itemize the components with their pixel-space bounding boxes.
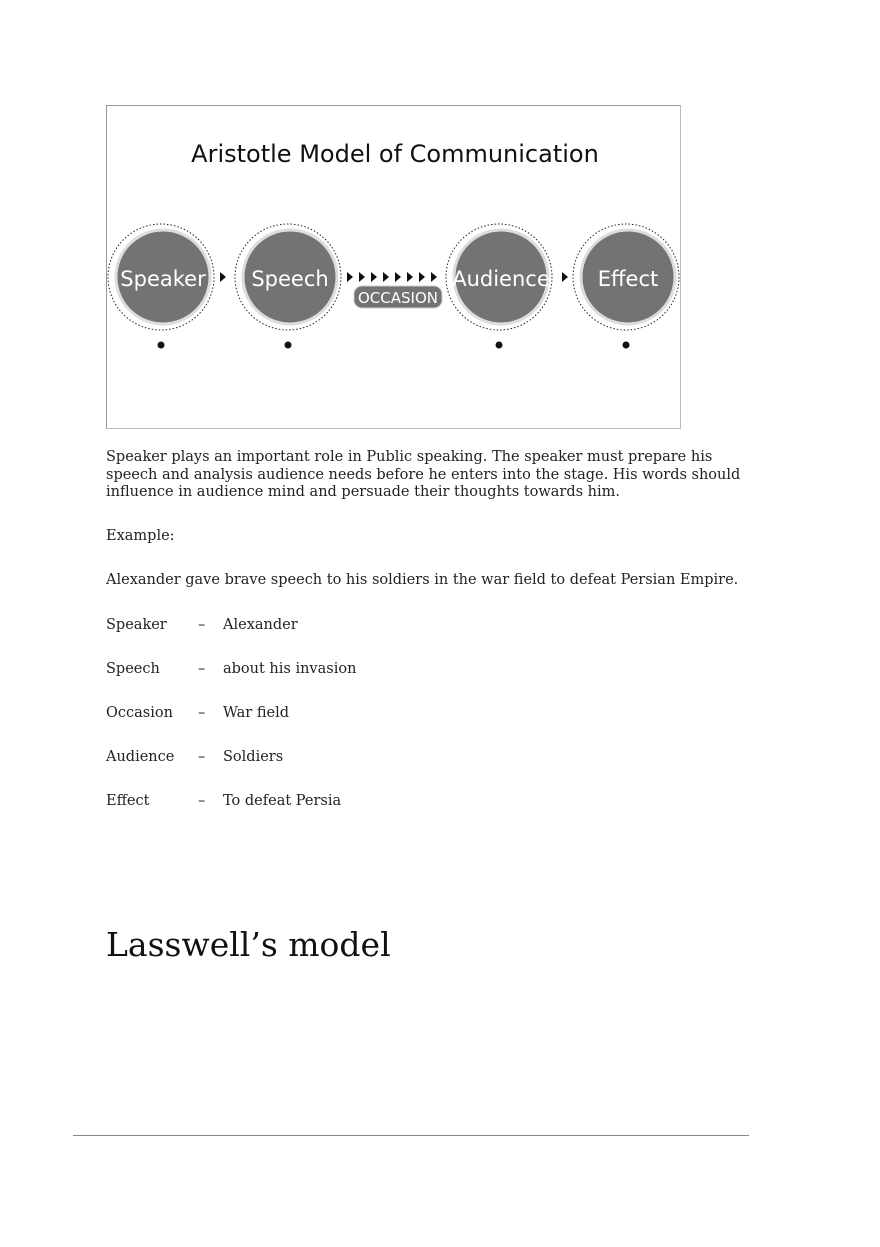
node-dot bbox=[285, 342, 292, 349]
row-term: Speaker bbox=[106, 617, 167, 633]
row-term: Speech bbox=[106, 661, 160, 677]
aristotle-model-figure bbox=[106, 105, 681, 429]
definition-row bbox=[106, 617, 506, 633]
node-effect bbox=[573, 224, 679, 349]
node-dot bbox=[496, 342, 503, 349]
node-speaker bbox=[108, 224, 214, 349]
row-term: Effect bbox=[106, 793, 150, 809]
node-dot bbox=[158, 342, 165, 349]
node-label: Audience bbox=[452, 267, 550, 291]
row-value: about his invasion bbox=[223, 661, 357, 677]
row-value: War field bbox=[223, 705, 290, 721]
aristotle-diagram bbox=[107, 106, 682, 430]
node-label: Speaker bbox=[120, 267, 206, 291]
example-text: Alexander gave brave speech to his soldiers in the war field to defeat Persian Empire. bbox=[106, 572, 739, 588]
node-dot bbox=[623, 342, 630, 349]
definition-row bbox=[106, 793, 506, 809]
definition-row bbox=[106, 661, 506, 677]
row-dash: – bbox=[198, 661, 206, 677]
node-speech bbox=[235, 224, 341, 349]
row-dash: – bbox=[198, 749, 206, 765]
row-term: Audience bbox=[106, 749, 175, 765]
intro-paragraph: Speaker plays an important role in Public speaking. The speaker must prepare his speech and analysis audience needs before he enters into the stage. His words should influence in audience mind and persuade their thoughts towards him. bbox=[106, 449, 741, 500]
node-label: Effect bbox=[597, 267, 659, 291]
footer-divider bbox=[73, 1135, 749, 1136]
row-dash: – bbox=[198, 793, 206, 809]
row-term: Occasion bbox=[106, 705, 173, 721]
section-heading: Lasswell’s model bbox=[106, 925, 391, 964]
node-label: Speech bbox=[251, 267, 329, 291]
row-dash: – bbox=[198, 705, 206, 721]
example-label: Example: bbox=[106, 528, 175, 544]
row-value: To defeat Persia bbox=[223, 793, 342, 809]
definition-row bbox=[106, 749, 506, 765]
figure-title: Aristotle Model of Communication bbox=[191, 140, 599, 168]
row-dash: – bbox=[198, 617, 206, 633]
definition-row bbox=[106, 705, 506, 721]
node-audience bbox=[446, 224, 552, 349]
row-value: Soldiers bbox=[223, 749, 284, 765]
row-value: Alexander bbox=[223, 617, 298, 633]
occasion-label: OCCASION bbox=[358, 289, 438, 307]
